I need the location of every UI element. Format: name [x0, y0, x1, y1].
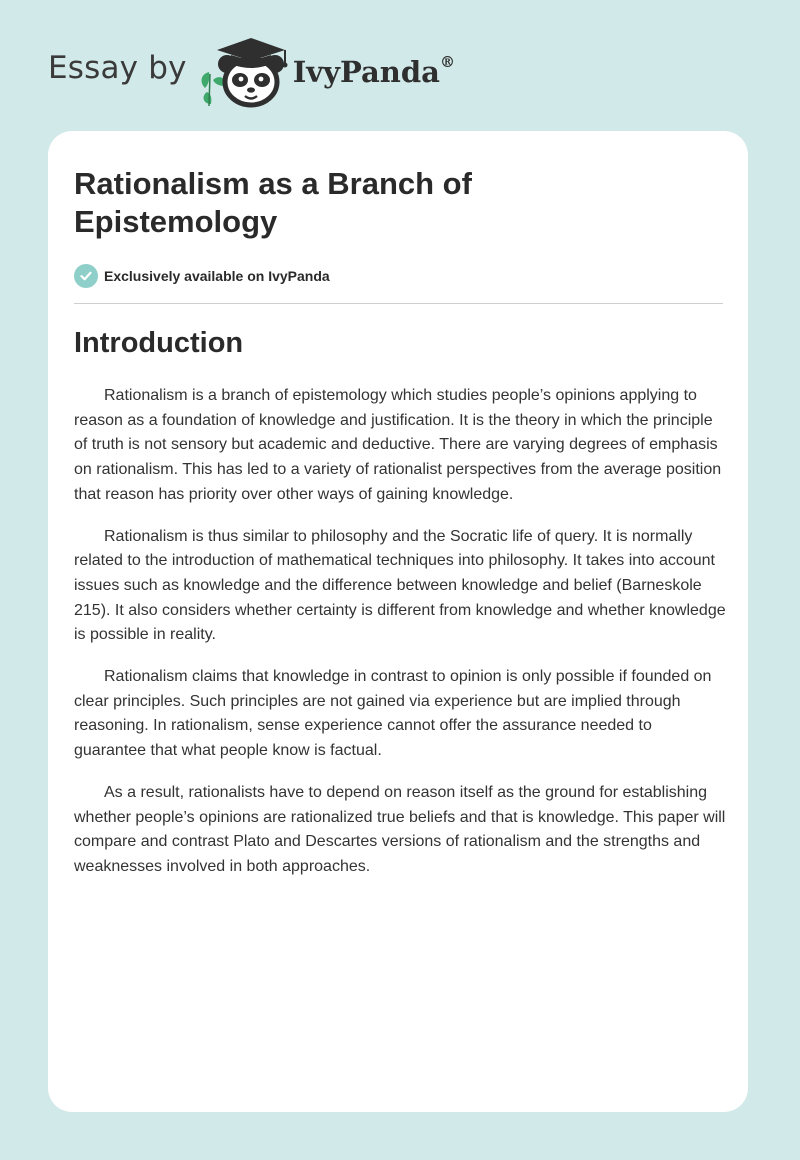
brand-name[interactable]: IvyPanda®	[292, 53, 455, 89]
paragraph: Rationalism claims that knowledge in contrast to opinion is only possible if founded on clear principles. Such principles are not gained via experience but are implied through reasoning. In rationalism, sense experience cannot offer the assurance needed to guarantee that what people know is factual.	[74, 668, 712, 760]
article-body	[74, 384, 726, 897]
article-title: Rationalism as a Branch of Epistemology	[74, 166, 472, 239]
essay-by-label: Essay by	[48, 50, 187, 86]
paragraph: As a result, rationalists have to depend on reason itself as the ground for establishing whether people’s opinions are rationalized true beliefs and that is knowledge. This paper will compare and contrast Plato and Descartes versions of rationalism and the strengths and weaknesses involved in both approaches.	[74, 783, 726, 875]
exclusive-badge-label: Exclusively available on IvyPanda	[104, 268, 330, 284]
section-heading-introduction: Introduction	[74, 327, 244, 359]
title-divider	[74, 303, 723, 304]
article-card	[48, 131, 748, 1112]
check-icon	[74, 264, 98, 288]
registered-mark: ®	[439, 53, 455, 72]
panda-graduate-icon[interactable]	[197, 30, 293, 110]
paragraph: Rationalism is a branch of epistemology which studies people’s opinions applying to reason as a foundation of knowledge and justification. It is the theory in which the principle of truth is not sensory but academic and deductive. There are varying degrees of emphasis on rationalism. This has led to a variety of rationalist perspectives from the average position that reason has priority over other ways of gaining knowledge.	[74, 387, 722, 503]
paragraph: Rationalism is thus similar to philosophy and the Socratic life of query. It is normally related to the introduction of mathematical techniques into philosophy. It takes into account issues such as knowledge and the difference between knowledge and belief (Barneskole 215). It also considers whether certainty is different from knowledge and whether knowledge is possible in reality.	[74, 527, 726, 644]
site-header	[48, 30, 455, 110]
exclusive-badge	[74, 264, 330, 288]
